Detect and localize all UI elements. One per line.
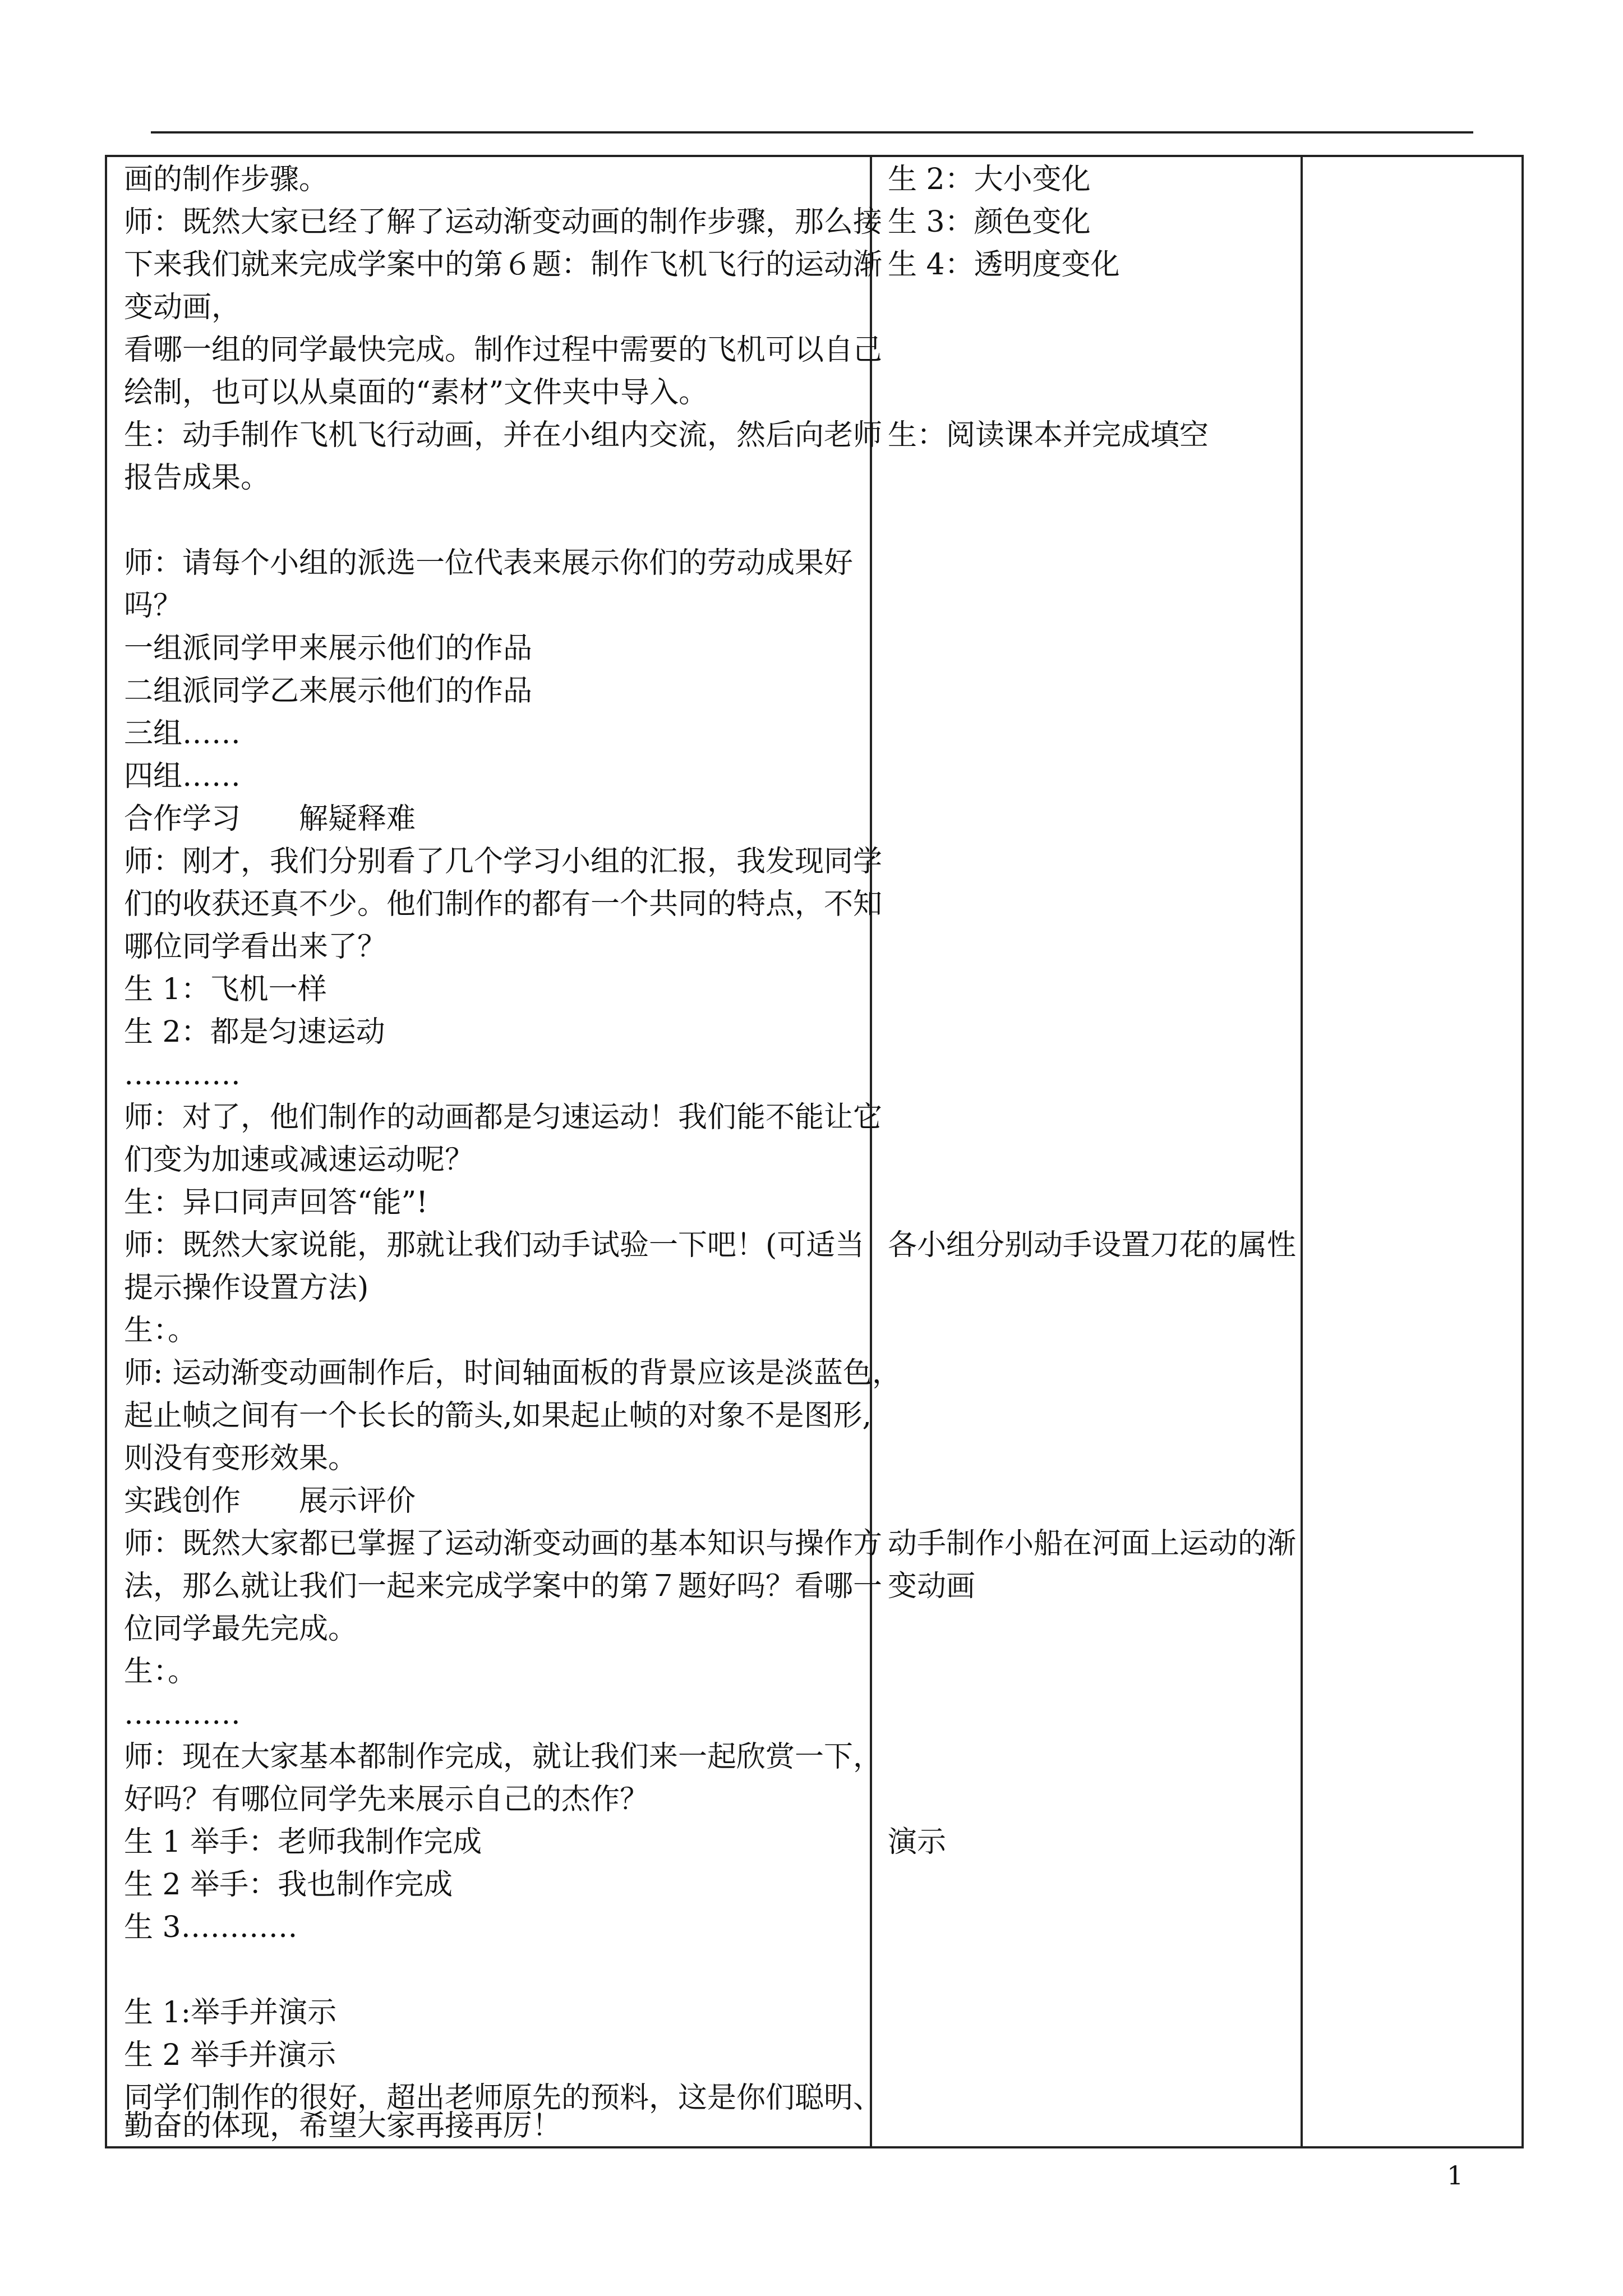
side-text-line: 演示 — [888, 1825, 947, 1859]
main-text-line: 师：对了，他们制作的动画都是匀速运动！我们能不能让它 — [124, 1101, 883, 1134]
notes-column — [1307, 157, 1520, 2146]
lesson-table — [105, 155, 1524, 2148]
main-text-line: 们变为加速或减速运动呢？ — [124, 1143, 474, 1177]
main-text-line: 师：刚才，我们分别看了几个学习小组的汇报，我发现同学 — [124, 845, 883, 878]
main-text-line: 哪位同学看出来了？ — [124, 930, 387, 964]
main-text-line: 绘制，也可以从桌面的“素材”文件夹中导入。 — [124, 376, 708, 409]
teaching-process-column — [124, 157, 902, 2146]
side-text-line: 生 4：透明度变化 — [888, 248, 1120, 282]
main-text-line: 法，那么就让我们一起来完成学案中的第７题好吗？看哪一 — [124, 1570, 883, 1603]
main-text-line: 吗？ — [124, 589, 183, 623]
main-text-line: 报告成果。 — [124, 461, 270, 495]
main-text-line: 变动画， — [124, 291, 241, 324]
main-text-line: 师：现在大家基本都制作完成，就让我们来一起欣赏一下， — [124, 1740, 883, 1774]
page-number: 1 — [1447, 2160, 1464, 2191]
side-text-line: 变动画 — [888, 1570, 976, 1603]
main-text-line: 起止帧之间有一个长长的箭头,如果起止帧的对象不是图形, — [124, 1399, 872, 1433]
side-text-line: 动手制作小船在河面上运动的渐 — [888, 1527, 1297, 1561]
main-text-line: 好吗？有哪位同学先来展示自己的杰作？ — [124, 1783, 649, 1816]
main-text-line: 生 2：都是匀速运动 — [124, 1015, 385, 1049]
main-text-line: 二组派同学乙来展示他们的作品 — [124, 674, 533, 708]
header-rule — [151, 131, 1473, 134]
main-text-line: 生 1 举手：老师我制作完成 — [124, 1825, 482, 1859]
main-text-line: ………… — [124, 1697, 241, 1731]
main-text-line: 们的收获还真不少。他们制作的都有一个共同的特点，不知 — [124, 887, 883, 921]
main-text-line: 三组…… — [124, 717, 241, 751]
main-text-line: 一组派同学甲来展示他们的作品 — [124, 632, 533, 665]
main-text-line: 四组…… — [124, 760, 241, 793]
main-text-line: 提示操作设置方法) — [124, 1271, 369, 1305]
side-text-line: 各小组分别动手设置刀花的属性 — [888, 1228, 1297, 1262]
main-text-line: ………… — [124, 1058, 241, 1092]
main-text-line: 则没有变形效果。 — [124, 1442, 358, 1475]
side-text-line: 生 3：颜色变化 — [888, 205, 1091, 239]
main-text-line: 生 2 举手：我也制作完成 — [124, 1868, 453, 1902]
main-text-line: 生：。 — [124, 1655, 197, 1688]
main-text-line: 生 2 举手并演示 — [124, 2039, 336, 2072]
main-text-line: 生 1：飞机一样 — [124, 973, 327, 1006]
main-text-line: 实践创作 展示评价 — [124, 1484, 416, 1518]
main-text-line: 勤奋的体现，希望大家再接再厉！ — [124, 2109, 562, 2143]
main-text-line: 合作学习 解疑释难 — [124, 802, 416, 836]
main-text-line: 位同学最先完成。 — [124, 1612, 358, 1646]
main-text-line: 下来我们就来完成学案中的第６题：制作飞机飞行的运动渐 — [124, 248, 883, 282]
side-text-line: 生 2：大小变化 — [888, 163, 1091, 196]
main-text-line: 师：既然大家都已掌握了运动渐变动画的基本知识与操作方 — [124, 1527, 883, 1561]
main-text-line: 同学们制作的很好，超出老师原先的预料，这是你们聪明、 — [124, 2081, 883, 2115]
column-divider — [1301, 157, 1303, 2146]
main-text-line: 师：请每个小组的派选一位代表来展示你们的劳动成果好 — [124, 546, 854, 580]
main-text-line: 画的制作步骤。 — [124, 163, 329, 196]
main-text-line: 生：动手制作飞机飞行动画，并在小组内交流，然后向老师 — [124, 418, 883, 452]
main-text-line: 看哪一组的同学最快完成。制作过程中需要的飞机可以自己 — [124, 333, 883, 367]
main-text-line: 生 3………… — [124, 1911, 298, 1944]
main-text-line: 生：异口同声回答“能”! — [124, 1186, 428, 1220]
main-text-line: 师: 运动渐变动画制作后，时间轴面板的背景应该是淡蓝色， — [124, 1356, 902, 1390]
student-activity-column — [888, 157, 1297, 2146]
main-text-line: 师：既然大家说能，那就让我们动手试验一下吧！(可适当 — [124, 1228, 865, 1262]
main-text-line: 生 1:举手并演示 — [124, 1996, 337, 2030]
column-divider — [870, 157, 872, 2146]
main-text-line: 师：既然大家已经了解了运动渐变动画的制作步骤，那么接 — [124, 205, 883, 239]
main-text-line: 生：。 — [124, 1314, 197, 1347]
side-text-line: 生：阅读课本并完成填空 — [888, 418, 1209, 452]
